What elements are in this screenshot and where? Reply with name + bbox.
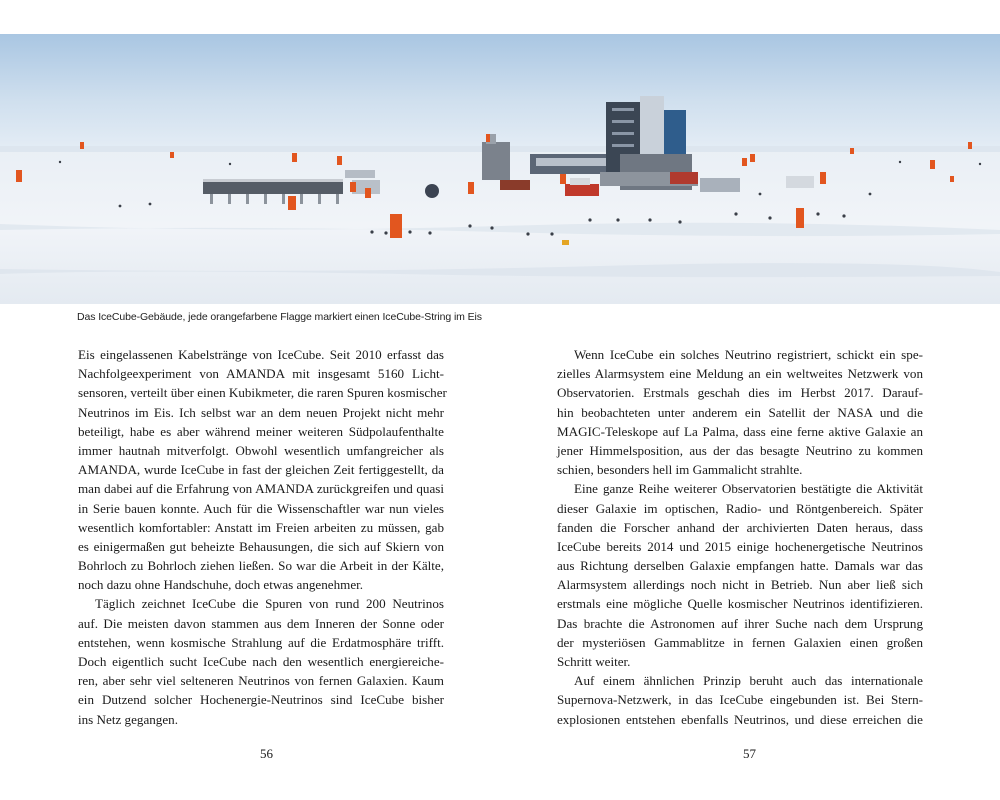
text-line: Bohrloch zu Bohrloch ziehen ließen. So war die Arbeit in der Kälte, bbox=[78, 558, 444, 574]
text-line: Observatorien. Erstmals geschah dies im Herbst 2017. Darauf- bbox=[557, 385, 923, 401]
text-line: Neutrinos im Eis. Ich selbst war an dem neuen Projekt nicht mehr bbox=[78, 404, 444, 420]
text-line: IceCube bereits 2014 und 2015 einige hochenergetische Neutrinos bbox=[557, 538, 923, 554]
text-line: ein Dutzend solcher Hochenergie-Neutrinos sind IceCube bisher bbox=[78, 692, 444, 708]
text-line: jener Himmelsposition, aus der das besagte Neutrino zu kommen bbox=[557, 442, 923, 458]
text-line: dieser Galaxie im optischen, Radio- und Röntgenbereich. Später bbox=[557, 500, 923, 516]
text-line: entstehen, wenn kosmische Strahlung auf die Erdatmosphäre trifft. bbox=[78, 634, 444, 650]
text-line: der mysteriösen Gammablitze in fernen Galaxien einen großen bbox=[557, 634, 923, 650]
text-line: auf. Die meisten davon stammen aus dem Inneren der Sonne oder bbox=[78, 615, 444, 631]
text-line: schien, besonders hell im Gammalicht strahlte. bbox=[557, 462, 803, 478]
text-line: Nachfolgeexperiment von AMANDA mit insgesamt 5160 Licht- bbox=[78, 366, 444, 382]
text-line: AMANDA, wurde IceCube in fast der gleichen Zeit fertiggestellt, da bbox=[78, 462, 444, 478]
icecube-photo bbox=[0, 34, 1000, 304]
text-line: Das brachte die Astronomen auf ihrer Suche nach dem Ursprung bbox=[557, 615, 923, 631]
text-line: sensoren, verteilt über einen Kubikmeter, die raren Spuren kosmischer bbox=[78, 385, 447, 401]
page-number-right: 57 bbox=[743, 746, 756, 761]
text-line: beteiligt, habe es aber während meiner weiteren Südpolaufenthalte bbox=[78, 423, 444, 439]
text-line: Täglich zeichnet IceCube die Spuren von rund 200 Neutrinos bbox=[95, 596, 444, 612]
text-line: wesentlich komfortabler: Anstatt im Freien arbeiten zu müssen, gab bbox=[78, 519, 444, 535]
text-line: fanden die Forscher anhand der archivierten Daten heraus, dass bbox=[557, 519, 923, 535]
text-line: in Serie bauen konnte. Auch für die Wissenschaftler war nun vieles bbox=[78, 500, 444, 516]
text-line: Auf einem ähnlichen Prinzip beruht auch das internationale bbox=[574, 673, 923, 689]
text-line: Wenn IceCube ein solches Neutrino registriert, schickt ein spe- bbox=[574, 347, 923, 362]
left-page-text bbox=[78, 345, 447, 729]
text-line: explosionen entstehen ebenfalls Neutrinos, und diese erreichen die bbox=[557, 711, 923, 727]
text-line: immer hautnah mitverfolgt. Obwohl wesentlich umfangreicher als bbox=[78, 442, 444, 458]
text-line: es einigermaßen gut beheizte Behausungen, die sich auf Skiern von bbox=[78, 538, 444, 554]
right-page-text bbox=[557, 345, 923, 729]
text-line: Schritt weiter. bbox=[557, 654, 631, 669]
text-line: hin beobachteten unter anderem ein Satellit der NASA und die bbox=[557, 404, 923, 420]
text-line: ins Netz gegangen. bbox=[78, 711, 178, 727]
text-line: Doch eigentlich sucht IceCube nach den wesentlich energiereiche- bbox=[78, 654, 444, 669]
text-line: Alarmsystem allerdings noch nicht in Betrieb. Nun aber ließ sich bbox=[557, 577, 923, 593]
text-line: Eine ganze Reihe weiterer Observatorien bestätigte die Aktivität bbox=[574, 481, 923, 497]
text-line: MAGIC-Teleskope auf La Palma, dass eine ferne aktive Galaxie an bbox=[557, 423, 923, 439]
text-line: ren, aber sehr viel selteneren Neutrinos von fernen Galaxien. Kaum bbox=[78, 673, 444, 689]
text-line: Eis eingelassenen Kabelstränge von IceCube. Seit 2010 erfasst das bbox=[78, 347, 444, 362]
text-line: man dabei auf die Erfahrung von AMANDA zurückgreifen und quasi bbox=[78, 481, 444, 497]
photo-caption: Das IceCube-Gebäude, jede orangefarbene Flagge markiert einen IceCube-String im Eis bbox=[77, 311, 482, 323]
text-line: erstmals eine mögliche Quelle kosmischer Neutrinos identifizieren. bbox=[557, 596, 923, 612]
text-line: zielles Alarmsystem eine Meldung an ein weltweites Netzwerk von bbox=[557, 366, 923, 382]
text-line: Supernova-Netzwerk, in das IceCube eingebunden ist. Bei Stern- bbox=[557, 692, 923, 708]
text-line: noch dazu ohne Handschuhe, doch etwas angenehmer. bbox=[78, 577, 364, 593]
text-line: aus Richtung derselben Galaxie empfangen hatte. Damals war das bbox=[557, 558, 923, 574]
page-number-left: 56 bbox=[260, 746, 273, 761]
